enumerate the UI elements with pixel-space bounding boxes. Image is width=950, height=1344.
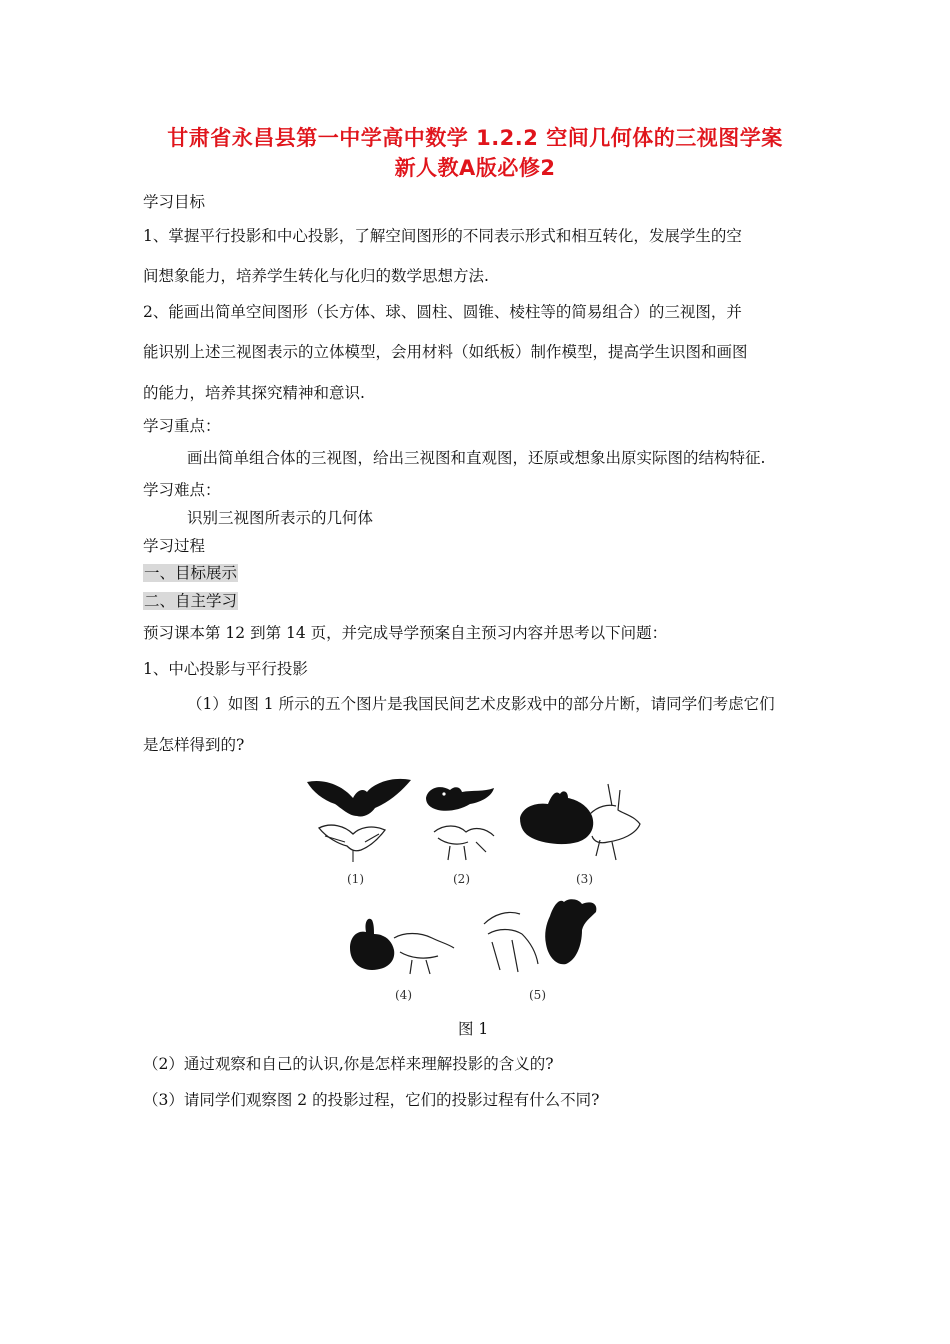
question-2: （2）通过观察和自己的认识,你是怎样来理解投影的含义的? bbox=[143, 1055, 554, 1073]
step-1-label: 一、目标展示 bbox=[144, 564, 238, 582]
step-2-label: 二、自主学习 bbox=[144, 592, 238, 610]
question-1-line-2: 是怎样得到的? bbox=[143, 736, 245, 754]
figure-caption: 图 1 bbox=[458, 1020, 489, 1038]
goal-2-line-1: 2、能画出简单空间图形（长方体、球、圆柱、圆锥、棱柱等的简易组合）的三视图，并 bbox=[143, 303, 742, 321]
figure-label-5: (5) bbox=[529, 988, 546, 1002]
process-heading: 学习过程 bbox=[143, 537, 206, 555]
goal-2-line-2: 能识别上述三视图表示的立体模型，会用材料（如纸板）制作模型，提高学生识图和画图 bbox=[143, 343, 748, 361]
key-heading: 学习重点： bbox=[143, 417, 221, 435]
step-2 bbox=[143, 589, 238, 611]
difficulty-text: 识别三视图所表示的几何体 bbox=[187, 509, 374, 527]
figure-label-1: (1) bbox=[347, 872, 364, 886]
figure-label-2: (2) bbox=[453, 872, 470, 886]
dog-shadow-icon bbox=[512, 776, 644, 868]
goal-1-line-2: 间想象能力，培养学生转化与化归的数学思想方法. bbox=[143, 267, 489, 285]
question-3: （3）请同学们观察图 2 的投影过程，它们的投影过程有什么不同? bbox=[143, 1091, 600, 1109]
question-heading: 1、中心投影与平行投影 bbox=[143, 660, 308, 678]
rabbit-shadow-icon bbox=[340, 908, 460, 980]
title-line-2: 新人教A版必修2 bbox=[394, 156, 556, 180]
title-line-1: 甘肃省永昌县第一中学高中数学 1.2.2 空间几何体的三视图学案 bbox=[167, 126, 783, 150]
bird-shadow-icon bbox=[420, 780, 508, 862]
figure-label-3: (3) bbox=[576, 872, 593, 886]
preview-text: 预习课本第 12 到第 14 页，并完成导学预案自主预习内容并思考以下问题： bbox=[143, 624, 668, 642]
eagle-shadow-icon bbox=[305, 776, 415, 864]
goat-shadow-icon bbox=[478, 894, 604, 980]
difficulty-heading: 学习难点： bbox=[143, 481, 221, 499]
goals-heading: 学习目标 bbox=[143, 193, 206, 211]
figure-label-4: (4) bbox=[395, 988, 412, 1002]
step-1 bbox=[143, 561, 238, 583]
goal-1-line-1: 1、掌握平行投影和中心投影，了解空间图形的不同表示形式和相互转化，发展学生的空 bbox=[143, 227, 742, 245]
question-1-line-1: （1）如图 1 所示的五个图片是我国民间艺术皮影戏中的部分片断，请同学们考虑它们 bbox=[187, 695, 775, 713]
key-text: 画出简单组合体的三视图，给出三视图和直观图，还原或想象出原实际图的结构特征. bbox=[187, 449, 766, 467]
goal-2-line-3: 的能力，培养其探究精神和意识. bbox=[143, 384, 365, 402]
